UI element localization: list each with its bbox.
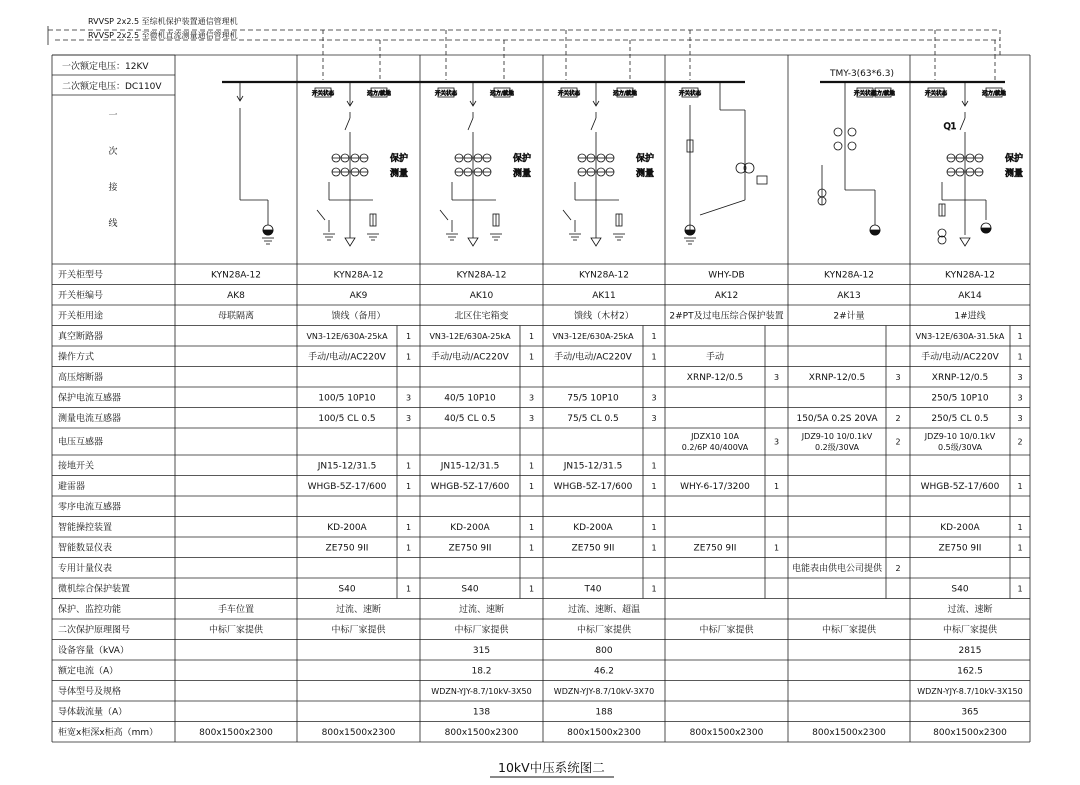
cell-value: 250/5 CL 0.5: [931, 413, 989, 424]
cell-count: 1: [651, 461, 657, 471]
drawing-title: 10kV中压系统图二: [498, 760, 605, 775]
cell-value: 2815: [958, 645, 982, 656]
earth-switch-icon: [440, 210, 448, 220]
measure-label: 测量: [390, 169, 409, 179]
cell-count: 1: [405, 461, 412, 471]
cell-count: 3: [651, 393, 657, 403]
cell-value: 北区住宅箱变: [454, 311, 509, 322]
cell-count: 3: [405, 393, 412, 403]
cell-count: 1: [1017, 543, 1023, 553]
cell-count: 1: [651, 352, 657, 362]
cell-value: 中标厂家提供: [331, 625, 386, 636]
cell-value: VN3-12E/630A-31.5kA: [915, 331, 1005, 341]
status-box-label: 远方/就地: [871, 91, 895, 97]
busbar-label: TMY-3(63*6.3): [830, 69, 894, 79]
status-box-label: 远方/就地: [613, 91, 637, 97]
cell-value: WHGB-5Z-17/600: [430, 481, 510, 492]
status-box-label: 远方/就地: [490, 91, 514, 97]
cell-value: ZE750 9II: [693, 543, 737, 554]
breaker-icon: [468, 118, 473, 130]
cell-value: 138: [472, 707, 491, 718]
cell-value: 800: [595, 645, 613, 656]
cell-value: 250/5 10P10: [931, 393, 989, 404]
cell-value: 馈线（木材2）: [574, 311, 634, 322]
cable-note-1: RVVSP 2x2.5 至综机保护装置通信管理机: [88, 17, 238, 26]
cell-value: VN3-12E/630A-25kA: [552, 331, 634, 341]
diagram-label-char: 线: [108, 219, 118, 229]
cell-value-2: 0.2级/30VA: [814, 443, 860, 452]
row-label: 专用计量仪表: [58, 563, 113, 574]
cell-value: KD-200A: [327, 522, 367, 533]
arrester-icon: [960, 238, 970, 246]
cell-value: KYN28A-12: [456, 270, 507, 281]
cell-value: 中标厂家提供: [208, 625, 264, 636]
cell-value: WHY-DB: [708, 270, 745, 281]
cell-value: ZE750 9II: [325, 543, 369, 554]
cell-value: WDZN-YJY-8.7/10kV-3X70: [553, 686, 655, 696]
cable-note-2: RVVSP 2x2.5 至微机直流测量通信管理机: [88, 31, 238, 40]
cell-value: 100/5 10P10: [318, 393, 376, 404]
cell-count: 1: [651, 522, 657, 532]
row-label: 额定电流（A）: [58, 666, 119, 677]
cell-value: 150/5A 0.2S 20VA: [796, 413, 878, 424]
cell-value: WDZN-YJY-8.7/10kV-3X150: [917, 686, 1023, 696]
cell-count: 1: [528, 461, 535, 471]
cell-count: 2: [895, 563, 901, 573]
cell-value: KD-200A: [573, 522, 613, 533]
cell-value: KYN28A-12: [824, 270, 874, 281]
cell-value: KYN28A-12: [333, 270, 384, 281]
cell-count: 3: [1017, 393, 1023, 403]
ct-coil: [834, 128, 842, 136]
pt-box: [757, 176, 767, 184]
row-label: 导体型号及规格: [58, 686, 122, 697]
row-label: 开关柜编号: [58, 290, 104, 301]
status-box-label: 开关状态: [557, 91, 581, 97]
status-box-label: 远方/就地: [367, 91, 391, 97]
cell-value: KYN28A-12: [211, 270, 261, 281]
cell-count: 2: [895, 413, 901, 423]
table-grid: [52, 55, 1030, 742]
primary-wiring-label: [108, 111, 117, 229]
cell-value: 手动/电动/AC220V: [431, 352, 509, 363]
cell-value: JDZX10 10A: [691, 432, 739, 441]
arrester-icon: [345, 238, 355, 246]
cell-count: 1: [405, 584, 412, 594]
cell-value: 1#进线: [954, 311, 986, 322]
q1-label: Q1: [943, 122, 957, 132]
cell-count: 3: [528, 413, 535, 423]
row-label: 保护电流互感器: [58, 393, 122, 404]
cell-value: 2#PT及过电压综合保护装置: [669, 311, 784, 322]
arrester-icon: [591, 238, 601, 246]
cell-count: 3: [895, 372, 901, 382]
cell-value: XRNP-12/0.5: [686, 372, 744, 383]
cell-value-2: 0.5级/30VA: [937, 443, 983, 452]
cell-count: 1: [651, 584, 657, 594]
cell-value: 75/5 CL 0.5: [567, 413, 619, 424]
row-label: 保护、监控功能: [58, 604, 122, 615]
cell-value: 18.2: [471, 666, 492, 677]
cell-value: JN15-12/31.5: [317, 461, 377, 472]
protect-label: 保护: [390, 154, 409, 164]
secondary-voltage: 二次额定电压：DC110V: [62, 82, 162, 92]
cell-value: 2#计量: [833, 311, 865, 322]
breaker-icon: [960, 118, 965, 130]
cell-count: 1: [405, 543, 412, 553]
cell-count: 1: [1017, 522, 1023, 532]
cell-value: WHY-6-17/3200: [680, 481, 750, 492]
cell-value: KD-200A: [940, 522, 980, 533]
cell-value: 过流、速断: [335, 604, 382, 615]
cell-value: ZE750 9II: [938, 543, 982, 554]
row-label: 电压互感器: [58, 437, 104, 448]
cell-value: 过流、速断: [947, 604, 993, 615]
cell-value: 中标厂家提供: [699, 625, 754, 636]
arrester-icon: [468, 238, 478, 246]
cell-count: 1: [651, 331, 657, 341]
cell-count: 1: [1017, 584, 1023, 594]
cell-value: 手动: [705, 352, 725, 363]
cell-value: 过流、速断: [458, 604, 505, 615]
cell-value: 75/5 10P10: [567, 393, 619, 404]
cell-value: 365: [961, 707, 979, 718]
ct-coil: [848, 142, 856, 150]
cell-value: ZE750 9II: [448, 543, 492, 554]
protect-label: 保护: [513, 154, 532, 164]
cell-count: 1: [528, 481, 535, 491]
status-box-label: 开关状态: [678, 91, 702, 97]
row-label: 开关柜型号: [58, 270, 104, 281]
cell-value: 800x1500x2300: [321, 727, 396, 738]
cell-value: WHGB-5Z-17/600: [307, 481, 387, 492]
cell-value: 中标厂家提供: [821, 625, 877, 636]
cell-value: JDZ9-10 10/0.1kV: [801, 432, 873, 441]
cell-value: AK9: [349, 290, 368, 301]
cell-value: 800x1500x2300: [444, 727, 519, 738]
row-label: 开关柜用途: [58, 311, 104, 322]
cell-value: 母联隔离: [217, 311, 255, 322]
cell-count: 1: [651, 543, 657, 553]
earth-switch-icon: [563, 210, 571, 220]
cell-value: 800x1500x2300: [812, 727, 886, 738]
cell-value: VN3-12E/630A-25kA: [429, 331, 511, 341]
cell-count: 2: [895, 437, 901, 447]
cell-count: 1: [651, 481, 657, 491]
cell-value: 46.2: [593, 666, 615, 677]
cell-value: AK11: [592, 290, 616, 301]
cell-value: AK13: [837, 290, 861, 301]
cell-value: JN15-12/31.5: [440, 461, 500, 472]
cell-count: 1: [773, 543, 780, 553]
status-box-label: 开关状态: [434, 91, 458, 97]
cell-count: 1: [405, 352, 412, 362]
row-label: 智能操控装置: [58, 522, 113, 533]
cell-value: 40/5 10P10: [444, 393, 496, 404]
cell-value: VN3-12E/630A-25kA: [306, 331, 388, 341]
cell-value: 过流、速断、超温: [567, 604, 641, 615]
cell-count: 1: [405, 481, 412, 491]
protect-label: 保护: [636, 154, 655, 164]
row-label: 智能数显仪表: [58, 543, 113, 554]
cell-value: WHGB-5Z-17/600: [553, 481, 633, 492]
cell-value: JDZ9-10 10/0.1kV: [924, 432, 996, 441]
cell-count: 3: [405, 413, 412, 423]
cell-value: S40: [951, 584, 969, 595]
cell-value: 手动/电动/AC220V: [308, 352, 386, 363]
earth-switch-icon: [317, 210, 325, 220]
cell-value: 手动/电动/AC220V: [554, 352, 632, 363]
cell-value: KD-200A: [450, 522, 490, 533]
status-box-label: 开关状态: [924, 91, 948, 97]
cell-value: 中标厂家提供: [454, 625, 509, 636]
cell-value: 手动/电动/AC220V: [921, 352, 999, 363]
row-label: 操作方式: [58, 352, 95, 363]
row-label: 柜宽x柜深x柜高（mm）: [58, 727, 159, 738]
cell-value: KYN28A-12: [945, 270, 995, 281]
row-label: 接地开关: [58, 461, 95, 472]
cell-value: 188: [595, 707, 613, 718]
row-label: 微机综合保护装置: [58, 584, 131, 595]
row-label: 二次保护原理图号: [58, 625, 131, 636]
cell-count: 1: [1017, 481, 1023, 491]
cell-value: 800x1500x2300: [567, 727, 641, 738]
primary-voltage: 一次额定电压：12KV: [62, 62, 149, 72]
cell-value: 电能表由供电公司提供: [791, 563, 883, 574]
diagram-label-char: 一: [108, 111, 118, 121]
pt-coil: [736, 163, 746, 173]
cell-value: 馈线（备用）: [331, 311, 386, 322]
cabinet-schematics: [237, 82, 1023, 246]
cell-count: 1: [405, 331, 412, 341]
cell-count: 3: [773, 372, 780, 382]
ct-coil: [834, 142, 842, 150]
status-box-label: 远方/就地: [982, 91, 1006, 97]
cell-value: WHGB-5Z-17/600: [920, 481, 1000, 492]
row-label: 真空断路器: [58, 331, 104, 342]
cell-value: XRNP-12/0.5: [931, 372, 989, 383]
cell-value: AK12: [714, 290, 739, 301]
cell-value: 100/5 CL 0.5: [318, 413, 376, 424]
cell-value-2: 0.2/6P 40/400VA: [681, 443, 749, 452]
cell-value: 中标厂家提供: [942, 625, 998, 636]
protect-label: 保护: [1005, 154, 1024, 164]
cell-value: 162.5: [957, 666, 983, 677]
cell-count: 3: [773, 437, 780, 447]
cell-value: 中标厂家提供: [576, 625, 632, 636]
measure-label: 测量: [513, 169, 532, 179]
cell-count: 1: [1017, 331, 1023, 341]
cell-value: 800x1500x2300: [933, 727, 1007, 738]
cell-value: AK8: [227, 290, 245, 301]
cell-count: 3: [1017, 372, 1023, 382]
breaker-icon: [345, 118, 350, 130]
status-box-label: 开关状态: [853, 91, 877, 97]
cell-value: JN15-12/31.5: [563, 461, 623, 472]
pt-coil: [744, 163, 754, 173]
cell-count: 1: [528, 584, 535, 594]
cell-value: S40: [338, 584, 356, 595]
cell-value: T40: [584, 584, 602, 595]
cell-value: AK10: [469, 290, 494, 301]
cell-count: 2: [1017, 437, 1023, 447]
row-label: 设备容量（kVA）: [58, 645, 129, 656]
cell-value: XRNP-12/0.5: [808, 372, 866, 383]
breaker-icon: [591, 118, 596, 130]
cell-value: WDZN-YJY-8.7/10kV-3X50: [431, 686, 532, 696]
cell-value: 315: [472, 645, 491, 656]
cell-value: 手车位置: [217, 604, 255, 615]
diagram-label-char: 接: [108, 183, 118, 193]
status-box-label: 开关状态: [311, 91, 335, 97]
cell-count: 1: [528, 352, 535, 362]
cell-value: AK14: [958, 290, 982, 301]
row-label: 测量电流互感器: [58, 413, 122, 424]
cell-count: 3: [651, 413, 657, 423]
ct-coil: [848, 128, 856, 136]
measure-label: 测量: [636, 169, 655, 179]
cell-count: 3: [528, 393, 535, 403]
cell-count: 1: [528, 543, 535, 553]
measure-label: 测量: [1005, 169, 1024, 179]
cell-count: 1: [405, 522, 412, 532]
cell-value: 800x1500x2300: [689, 727, 764, 738]
cell-count: 1: [773, 481, 780, 491]
cell-count: 1: [528, 331, 535, 341]
cell-count: 1: [1017, 352, 1023, 362]
cell-value: 800x1500x2300: [199, 727, 273, 738]
row-label: 高压熔断器: [58, 372, 104, 383]
cell-count: 3: [1017, 413, 1023, 423]
row-label: 零序电流互感器: [58, 502, 122, 513]
cell-value: KYN28A-12: [579, 270, 629, 281]
diagram-label-char: 次: [108, 147, 118, 157]
row-label: 导体载流量（A）: [58, 707, 128, 718]
cell-value: 40/5 CL 0.5: [444, 413, 496, 424]
row-label: 避雷器: [58, 481, 86, 492]
cell-value: S40: [461, 584, 479, 595]
cell-value: ZE750 9II: [571, 543, 615, 554]
equipment-table: [58, 268, 1023, 738]
cell-count: 1: [528, 522, 535, 532]
